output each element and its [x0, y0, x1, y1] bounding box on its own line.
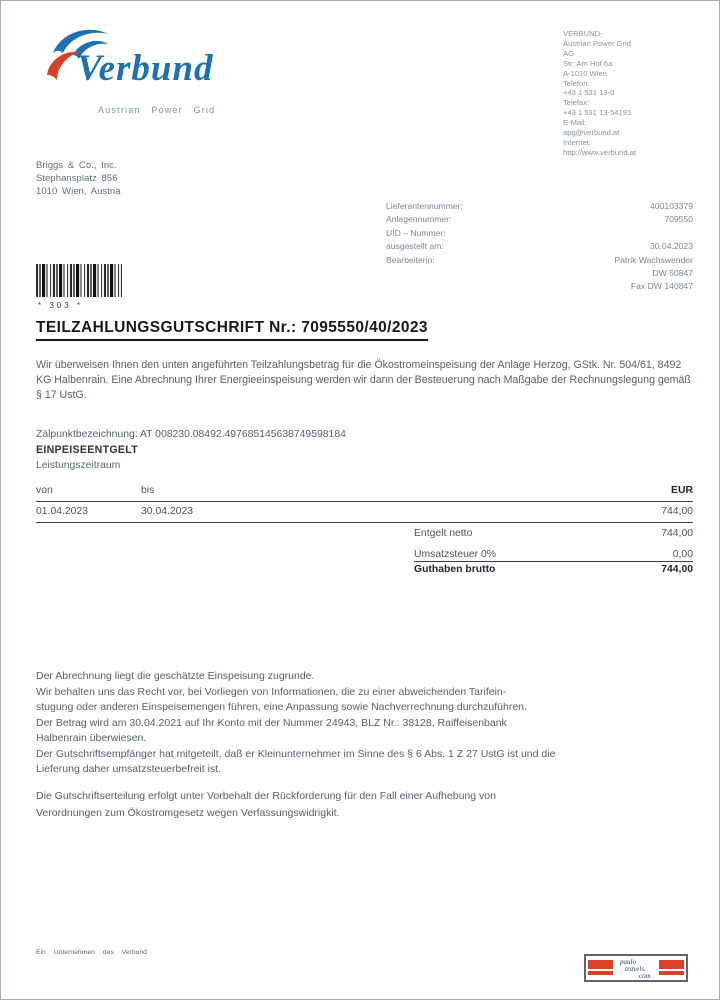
- document-title: TEILZAHLUNGSGUTSCHRIFT Nr.: 7095550/40/2023: [36, 319, 428, 341]
- stamp-text-line3: com: [639, 972, 651, 980]
- meta-row-dw: [386, 267, 693, 280]
- meta-value: Patrik Wachswender: [614, 254, 693, 265]
- metering-point-line: Zälpunktbezeichnung: AT 008230.08492.497685145638749598184: [36, 429, 346, 440]
- terms-line: Wir behalten uns das Recht vor, bei Vorliegen von Informationen, die zu einer abweichenden Tarifein-: [36, 685, 507, 698]
- header-bis: bis: [141, 485, 155, 496]
- summary-value: 0,00: [672, 549, 693, 560]
- period-from: 01.04.2023: [36, 506, 89, 517]
- fee-heading: EINPEISEENTGELT: [36, 444, 139, 456]
- terms-line: Die Gutschriftserteilung erfolgt unter Vorbehalt der Rückforderung für den Fall einer Aufhebung von: [36, 790, 496, 802]
- company-line: Telefax:: [563, 98, 590, 108]
- stamp-bar-left-top: [588, 960, 613, 969]
- summary-label: Umsatzsteuer 0%: [414, 549, 496, 560]
- recipient-name: Briggs & Co., Inc.: [36, 160, 117, 171]
- table-divider: [36, 522, 693, 523]
- meta-row-uid: [386, 227, 693, 240]
- recipient-city: 1010 Wien, Austria: [36, 186, 121, 197]
- header-eur: EUR: [671, 485, 693, 496]
- stamp-bar-right-bottom: [659, 971, 684, 975]
- meta-value: 709550: [664, 214, 693, 225]
- company-website: http://www.verbund.at: [563, 147, 637, 157]
- company-line: AG: [563, 48, 574, 58]
- period-label: Leistungszeitraum: [36, 460, 121, 471]
- company-line: VERBUND-: [563, 29, 603, 38]
- brand-wordmark: Verbund: [77, 48, 214, 89]
- meta-row-ausgestellt: [386, 240, 693, 253]
- meta-label: Anlagennummer:: [386, 214, 452, 225]
- company-line: +43 1 531 13-0: [563, 88, 615, 98]
- terms-line: Halbenrain überwiesen.: [36, 732, 147, 744]
- terms-line: Der Abrechnung liegt die geschätzte Einspeisung zugrunde.: [36, 670, 315, 682]
- summary-value: 744,00: [661, 564, 693, 575]
- terms-line: Verordnungen zum Ökostromgesetz wegen Verfassungswidrigkit.: [36, 806, 340, 819]
- company-line: Internet:: [563, 137, 591, 147]
- company-line: +43 1 531 13-54191: [563, 108, 632, 118]
- company-contact-block: [563, 29, 713, 158]
- company-line: A-1010 Wien: [563, 68, 607, 78]
- barcode-caption: * 303 *: [38, 301, 84, 310]
- stamp-bar-right-top: [659, 960, 684, 969]
- meta-row-anlagennummer: [386, 213, 693, 226]
- terms-paragraph-2: [36, 788, 698, 821]
- terms-line: stugung oder anderen Einspeisemengen führen, eine Anpassung sowie Nachverrechnung durchzuführen.: [36, 701, 527, 713]
- meta-row-lieferantennummer: [386, 200, 693, 213]
- meta-value: DW 50847: [652, 268, 693, 279]
- summary-row-brutto: [414, 564, 693, 575]
- brand-tagline: Austrian Power Grid: [98, 105, 216, 115]
- terms-line: Der Gutschriftsempfänger hat mitgeteilt, daß er Kleinunternehmer im Sinne des § 6 Abs. 1 Z 27 UstG ist und die: [36, 747, 556, 760]
- company-email: apg@verbund.at: [563, 128, 620, 138]
- period-amount: 744,00: [661, 506, 693, 517]
- summary-value: 744,00: [661, 528, 693, 539]
- summary-row-netto: [414, 528, 693, 539]
- meta-value: Fax DW 140847: [630, 281, 693, 292]
- summary-divider: [414, 561, 693, 562]
- stamp-bar-left-bottom: [588, 971, 613, 975]
- summary-label: Guthaben brutto: [414, 564, 496, 575]
- table-row: [36, 506, 693, 517]
- terms-line: Der Betrag wird am 30.04.2021 auf Ihr Konto mit der Nummer 24943, BLZ Nr.: 38128, Raiffeisenbank: [36, 716, 507, 729]
- stamp-text-line2: travels.: [625, 965, 646, 973]
- recipient-street: Stephansplatz 856: [36, 173, 118, 184]
- recipient-address: [36, 159, 121, 198]
- summary-label: Entgelt netto: [414, 528, 473, 539]
- stamp-text-line1: paulo: [620, 958, 636, 966]
- terms-paragraph-1: [36, 669, 698, 778]
- summary-row-umsatzsteuer: [414, 549, 693, 560]
- meta-row-fax-dw: [386, 280, 693, 293]
- company-line: E-Mail:: [563, 118, 587, 128]
- meta-value: 400103379: [649, 201, 693, 211]
- footer-tagline: Ein Unternehmen des Verbund: [36, 949, 147, 956]
- meta-label: Bearbeiterin:: [386, 254, 435, 265]
- barcode: [36, 264, 122, 297]
- table-header-row: [36, 485, 693, 496]
- paulo-travels-stamp: [584, 954, 688, 982]
- header-von: von: [36, 485, 53, 496]
- meta-label: ausgestellt am:: [386, 241, 444, 252]
- meta-value: 30.04.2023: [649, 241, 693, 252]
- terms-line: Lieferung daher umsatzsteuerbefreit ist.: [36, 763, 222, 775]
- meta-label: Lieferantennummer:: [386, 201, 463, 211]
- period-to: 30.04.2023: [141, 506, 194, 517]
- meta-label: UID – Nummer:: [386, 227, 446, 238]
- intro-paragraph: Wir überweisen Ihnen den unten angeführten Teilzahlungsbetrag für die Ökostromeinspeisung der Anlage Herzog, GStk. Nr. 504/61, 8492 KG Halbenrain. Eine Abrechnung Ihrer Energieeinspeisung werden wir dann der Besteuerung nach Maßgabe der Rechnungslegung gemäß § 17 UstG.: [36, 359, 691, 402]
- table-divider: [36, 501, 693, 502]
- company-line: Austrian Power Grid: [563, 38, 631, 48]
- company-line: Str: Am Hof 6a: [563, 58, 613, 68]
- meta-row-bearbeiterin: [386, 254, 693, 267]
- document-meta: [386, 200, 693, 294]
- company-line: Telefon:: [563, 78, 590, 88]
